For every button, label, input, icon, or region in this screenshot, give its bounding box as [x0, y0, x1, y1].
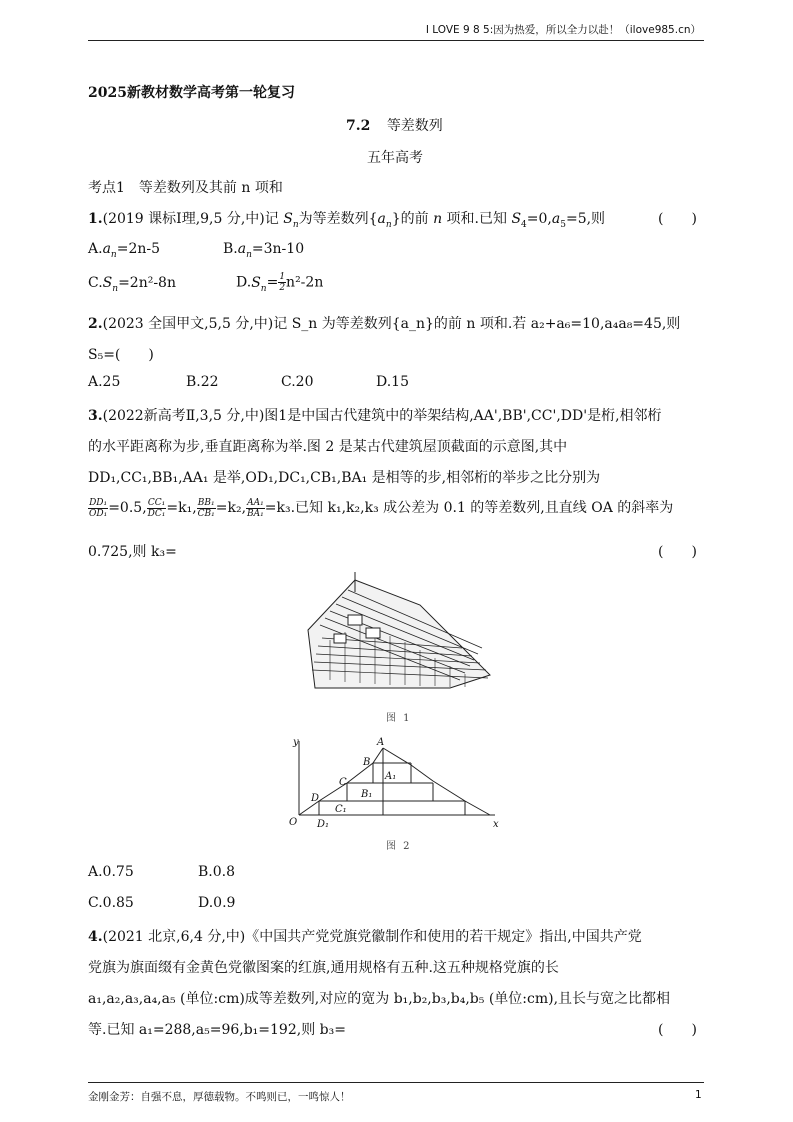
fig2-label-D1: D₁	[317, 819, 330, 830]
q1-option-d-fraction: $\frac{1}{2}$	[279, 272, 286, 293]
q4-line-4: 等.已知 a₁=288,a₅=96,b₁=192,则 b₃=	[88, 1022, 346, 1038]
q3-stem	[88, 405, 662, 425]
q2-option-c: C.20	[281, 374, 314, 390]
header-rule	[88, 40, 704, 41]
page-header-text: I LOVE 9 8 5:因为热爱，所以全力以赴！（ilove985.cn）	[425, 24, 701, 36]
figure-2-caption: 图 2	[386, 841, 412, 852]
q1-text-5: =5,则	[565, 211, 606, 227]
q1-answer-paren: ( )	[658, 211, 697, 227]
q1-option-a: $A.a_n=2n-5$	[88, 241, 161, 260]
q1-option-d-label: D.	[236, 274, 252, 291]
section-heading	[346, 115, 443, 135]
figure-1-caption: 图 1	[386, 713, 412, 724]
q1-option-d-value: n²-2n	[286, 274, 324, 291]
q2-stem	[88, 313, 680, 333]
fig2-label-O: O	[289, 817, 298, 828]
q3-line-3: DD₁,CC₁,BB₁,AA₁ 是举,OD₁,DC₁,CB₁,BA₁ 是相等的步,相邻桁的举步之比分别为	[88, 470, 601, 486]
q1-option-a-label: A.	[88, 241, 103, 257]
fig2-right-slope	[383, 748, 490, 815]
fig2-label-B1: B₁	[361, 789, 373, 800]
q2-option-a: A.25	[88, 374, 121, 390]
fig2-label-A1: A₁	[385, 771, 397, 782]
q2-option-d: D.15	[376, 374, 409, 390]
q1-source: (2019 课标Ⅰ理,9,5 分,中)记	[102, 211, 284, 227]
topic-heading: 考点1 等差数列及其前 n 项和	[88, 180, 283, 196]
q2-option-b: B.22	[186, 374, 219, 390]
q2-line-1: (2023 全国甲文,5,5 分,中)记 S_n 为等差数列{a_n}的前 n 项和.若 a₂+a₆=10,a₄a₈=45,则	[102, 316, 681, 332]
q3-number: 3.	[88, 408, 103, 424]
q1-stem: 1.(2019 课标Ⅰ理,9,5 分,中)记 $S_n$为等差数列$\{a_n\}$的前 n 项和.已知 $S_4=0,a_5=5$,则	[88, 211, 606, 230]
q3-option-c: C.0.85	[88, 895, 134, 911]
section-number: 7.2	[346, 118, 371, 134]
q3-ratio-1: $\frac{\text{DD₁}}{\text{OD₁}}$	[89, 497, 108, 519]
page-number: 1	[695, 1089, 702, 1101]
fig2-label-C1: C₁	[335, 804, 347, 815]
series-title: 2025新教材数学高考第一轮复习	[88, 85, 295, 101]
q2-line-2: S₅=( )	[88, 347, 154, 363]
fig2-label-y: y	[293, 737, 299, 748]
q1-option-d: $D.S_n=$ $\frac{1}{2}$ n²-2n	[236, 272, 324, 294]
fig2-label-C: C	[339, 777, 347, 788]
q3-line-2: 的水平距离称为步,垂直距离称为举.图 2 是某古代建筑屋顶截面的示意图,其中	[88, 439, 568, 455]
q3-answer-paren: ( )	[658, 544, 697, 560]
q3-line-5: 0.725,则 k₃=	[88, 544, 177, 560]
q4-line-2: 党旗为旗面缀有金黄色党徽图案的红旗,通用规格有五种.这五种规格党旗的长	[88, 960, 559, 976]
q1-option-b: $B.a_n=3n-10$	[223, 241, 305, 260]
q1-number: 1.	[88, 211, 103, 227]
q3-option-a: A.0.75	[88, 864, 134, 880]
q3-ratio-3: $\frac{\text{BB₁}}{\text{CB₁}}$	[197, 497, 215, 519]
q1-option-b-label: B.	[223, 241, 238, 257]
q3-ratio-2: $\frac{\text{CC₁}}{\text{DC₁}}$	[147, 497, 166, 519]
q1-text-1: 为等差数列{	[298, 211, 378, 227]
q4-stem	[88, 926, 642, 946]
footer-motto: 金刚金芳：自强不息，厚德载物。不鸣则已，一鸣惊人！	[88, 1091, 351, 1103]
subtitle: 五年高考	[367, 150, 423, 166]
footer-rule	[88, 1082, 704, 1083]
q4-number: 4.	[88, 929, 103, 945]
q1-option-b-value: =3n-10	[251, 241, 305, 257]
q1-option-c-label: C.	[88, 275, 103, 291]
q3-line-4: $\frac{\text{DD₁}}{\text{OD₁}}$ =0.5, $\frac{\text{CC₁}}{\text{DC₁}}$ =k₁, $\frac{\text{BB₁}}{\text{CB₁}}$ =k₂, $\frac{\text{AA₁}}{\text{BA₁}}$ =k₃.已知 k₁,k₂,k₃ 成公差为 0.1 的等差数列,且直线 OA 的斜率为	[89, 497, 674, 519]
q1-option-a-value: =2n-5	[116, 241, 161, 257]
q4-line-1: (2021 北京,6,4 分,中)《中国共产党党旗党徽制作和使用的若干规定》指出,中国共产党	[102, 929, 642, 945]
q3-ratio-4: $\frac{\text{AA₁}}{\text{BA₁}}$	[247, 497, 264, 519]
q2-number: 2.	[88, 316, 103, 332]
fig2-label-x: x	[493, 819, 499, 830]
q1-option-c: $C.S_n=2n^2-8n$	[88, 275, 176, 294]
q1-text-4: =0,	[526, 211, 552, 227]
q3-line-1: (2022新高考Ⅱ,3,5 分,中)图1是中国古代建筑中的举架结构,AA',BB',CC',DD'是桁,相邻桁	[102, 408, 662, 424]
q3-option-d: D.0.9	[198, 895, 236, 911]
section-title: 等差数列	[386, 118, 443, 134]
figure-1-roof-illustration	[300, 570, 495, 700]
q4-answer-paren: ( )	[658, 1022, 697, 1038]
q4-line-3: a₁,a₂,a₃,a₄,a₅ (单位:cm)成等差数列,对应的宽为 b₁,b₂,b₃,b₄,b₅ (单位:cm),且长与宽之比都相	[88, 991, 671, 1007]
q1-text-2: }的前	[391, 211, 434, 227]
q3-option-b: B.0.8	[198, 864, 236, 880]
q1-text-3: 项和.已知	[442, 211, 512, 227]
q1-option-c-value: =2n²-8n	[118, 275, 176, 291]
figure-2-roof-diagram	[285, 735, 505, 835]
fig2-label-B: B	[363, 757, 371, 768]
fig2-label-A: A	[377, 737, 385, 748]
fig2-label-D: D	[311, 793, 320, 804]
